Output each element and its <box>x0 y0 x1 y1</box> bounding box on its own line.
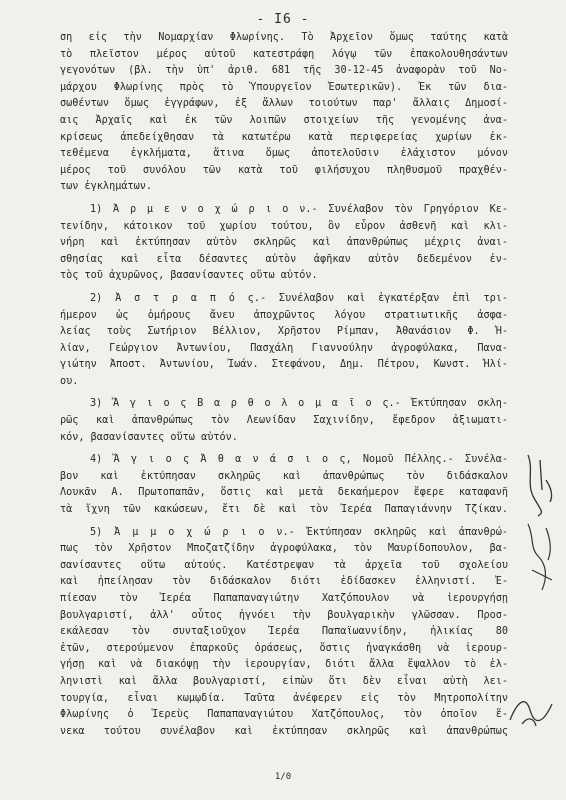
paragraph-agios-vartholomaios <box>60 396 508 446</box>
text-line: τενίδην, κάτοικον τοῦ χωρίου τούτου, ὃν εὗρον ἀσθενῆ καὶ κλι- <box>60 220 508 232</box>
text-line: 3) Ἅ γ ι ο ς Β α ρ θ ο λ ο μ α ῖ ο ς.- Ἐκτύπησαν σκλη- <box>90 398 508 410</box>
paragraph-agios-athanasios <box>60 452 508 518</box>
text-line: σανίσαντες οὕτω αὐτούς. Κατέστρεψαν τὰ ἀρχεῖα τοῦ σχολείου <box>60 559 508 571</box>
paragraph-astrapos <box>60 291 508 391</box>
text-line: τεθέμενα ἐγκλήματα, ἅτινα ὅμως ἀποτελοῦσιν ἐλάχιστον μόνον <box>60 148 508 160</box>
text-line: ρῶς καὶ ἀπανθρώπως τὸν Λεωνίδαν Σαχινίδην, ἔφεδρον ἀξιωματι- <box>60 415 508 427</box>
text-line: γιώτην Ἀποστ. Ἀντωνίου, Ἰωάν. Στεφάνου, Δημ. Πέτρου, Κωνστ. Ἠλί- <box>60 359 508 371</box>
text-line: 1) Ἀ ρ μ ε ν ο χ ώ ρ ι ο ν.- Συνέλαβον τὸν Γρηγόριον Κε- <box>90 203 508 215</box>
text-line: λίαν, Γεώργιον Ἀντωνίου, Πασχάλη Γιαννούλην ἀγροφύλακα, Πανα- <box>60 342 508 354</box>
handwritten-margin-note-3 <box>506 690 556 732</box>
text-line: μέρος τοῦ συνόλου τῶν κατὰ τοῦ φιλήσυχου πληθυσμοῦ πραχθέν- <box>60 164 508 176</box>
text-line: κόν, βασανίσαντες οὕτω αὐτόν. <box>60 431 238 443</box>
text-line: των ἐγκλημάτων. <box>60 181 153 193</box>
text-line: τὸς τοῦ ἀχυρῶνος, βασανίσαντες οὕτω αὐτόν. <box>60 270 318 282</box>
text-line: κρίσεως ἀπεδείχθησαν τὰ κατωτέρω κατὰ περιφερείας χωρίων ἐκ- <box>60 131 508 143</box>
text-line: βον καὶ ἐκτύπησαν σκληρῶς καὶ ἀπανθρώπως τὸν διδάσκαλον <box>60 470 508 482</box>
paragraph-ammochorion <box>60 525 508 741</box>
paragraph-armenochorion <box>60 202 508 285</box>
text-line: τὰ ἴχνη τῶν κακώσεων, ἔτι δὲ καὶ τὸν Ἱερέα Παπαγιάννην Τζίκαν. <box>60 504 508 516</box>
text-line: νεκα τούτου συνέλαβον καὶ ἐκτύπησαν σκληρῶς καὶ ἀπανθρώπως <box>60 725 508 737</box>
text-line: γήσῃ καὶ νὰ διακόψῃ τὴν ἱερουργίαν, διότι ἄλλα ἔψαλλον τὸ ἑλ- <box>60 659 508 671</box>
text-line: γεγονότων (βλ. τὴν ὑπ' ἀριθ. 681 τῆς 30-12-45 ἀναφορὰν τοῦ Νο- <box>60 65 508 77</box>
paragraph-intro <box>60 30 508 196</box>
text-line: τὸ πλεῖστον μέρος αὐτοῦ κατεστράφη λόγῳ τῶν ἐπακολουθησάντων <box>60 48 508 60</box>
text-line: εκάλεσαν τὸν συνταξιοῦχον Ἱερέα Παπαϊωαννίδην, ἡλικίας 80 <box>60 626 508 638</box>
text-line: πίεσαν τὸν Ἱερέα Παπαπαναγιώτην Χατζόπουλον νὰ ἱερουργήσῃ <box>60 593 508 604</box>
text-line: 2) Ἀ σ τ ρ α π ό ς.- Συνέλαβον καὶ ἐγκατέρξαν ἐπὶ τρι- <box>90 292 508 304</box>
typed-text-body <box>60 30 508 740</box>
text-line: πως τὸν Χρῆστον Μποζατζίδην ἀγροφύλακα, τὸν Μαυρίδοπουλον, βα- <box>60 543 508 555</box>
text-line: αις Ἀρχαῖς καὶ ἐκ τῶν λοιπῶν στοιχείων τῆς γενομένης ἀνα- <box>60 114 508 126</box>
text-line: ήμερον ὡς ὁμήρους ἄνευ ἀποχρῶντος λόγου στρατιωτικῆς ἀσφα- <box>60 309 508 321</box>
text-line: ἐτῶν, στερούμενον ἐπαρκοῦς ὁράσεως, ὅστις ἠναγκάσθη νὰ ἱερουρ- <box>60 642 508 654</box>
text-line: ση εἰς τὴν Νομαρχίαν Φλωρίνης. Τὸ Ἀρχεῖον ὅμως ταύτης κατὰ <box>60 32 508 43</box>
text-line: Λουκᾶν Α. Πρωτοπαπᾶν, ὅστις καὶ μετὰ δεκαήμερον ἔφερε καταφανῆ <box>60 487 508 499</box>
text-line: ληνιστὶ καὶ ἄλλα βουλγαριστί, εἰπὼν ὅτι δὲν εἶναι αὐτὴ λει- <box>60 675 508 687</box>
text-line: 4) Ἅ γ ι ο ς Ἀ θ α ν ά σ ι ο ς, Νομοῦ Πέλλης.- Συνέλα- <box>90 454 508 466</box>
text-line: νήρη καὶ ἐκτύπησαν αὐτὸν σκληρῶς καὶ ἀπανθρώπως μέχρις ἀναι- <box>60 237 508 249</box>
handwritten-margin-note-1 <box>520 450 564 520</box>
text-line: σωθέντων ὅμως ἐγγράφων, ἐξ ἄλλων τοιούτων παρ' ἄλλαις Δημοσί- <box>60 98 508 110</box>
text-line: ου. <box>60 375 79 387</box>
page-number: - I6 - <box>256 12 310 27</box>
text-line: σθησίας καὶ εἶτα δέσαντες αὐτὸν ἀφῆκαν αὐτὸν δεδεμένον ἐν- <box>60 253 508 265</box>
text-line: τουργία, εἶναι κωμῳδία. Ταῦτα ἀνέφερεν εἰς τὸν Μητροπολίτην <box>60 692 508 704</box>
text-line: καὶ ἠπείλησαν τὸν διδάσκαλον διότι ἐδίδασκεν ἑλληνιστί. Ἐ- <box>60 576 508 588</box>
text-line: 5) Ἀ μ μ ο χ ώ ρ ι ο ν.- Ἐκτύπησαν σκληρῶς καὶ ἀπανθρώ- <box>90 526 508 538</box>
text-line: Φλωρίνης ὁ Ἱερεὺς Παπαπαναγιώτου Χατζόπουλος, τὸν ὁποῖον ἕ- <box>60 709 508 721</box>
handwritten-margin-note-2 <box>522 520 562 600</box>
text-line: μάρχου Φλωρίνης πρὸς τὸ Ὑπουργεῖον Ἐσωτερικῶν). Ἐκ τῶν δια- <box>60 81 508 93</box>
text-line: βουλγαριστί, ἀλλ' οὗτος ἠγνόει τὴν βουλγαρικὴν γλῶσσαν. Προσ- <box>60 609 508 621</box>
footer-mark: 1/0 <box>274 772 292 782</box>
text-line: λείας τοὺς Σωτήριον Βέλλιον, Χρῆστον Ρίμπαν, Ἀθανάσιον Φ. Ἠ- <box>60 326 508 338</box>
